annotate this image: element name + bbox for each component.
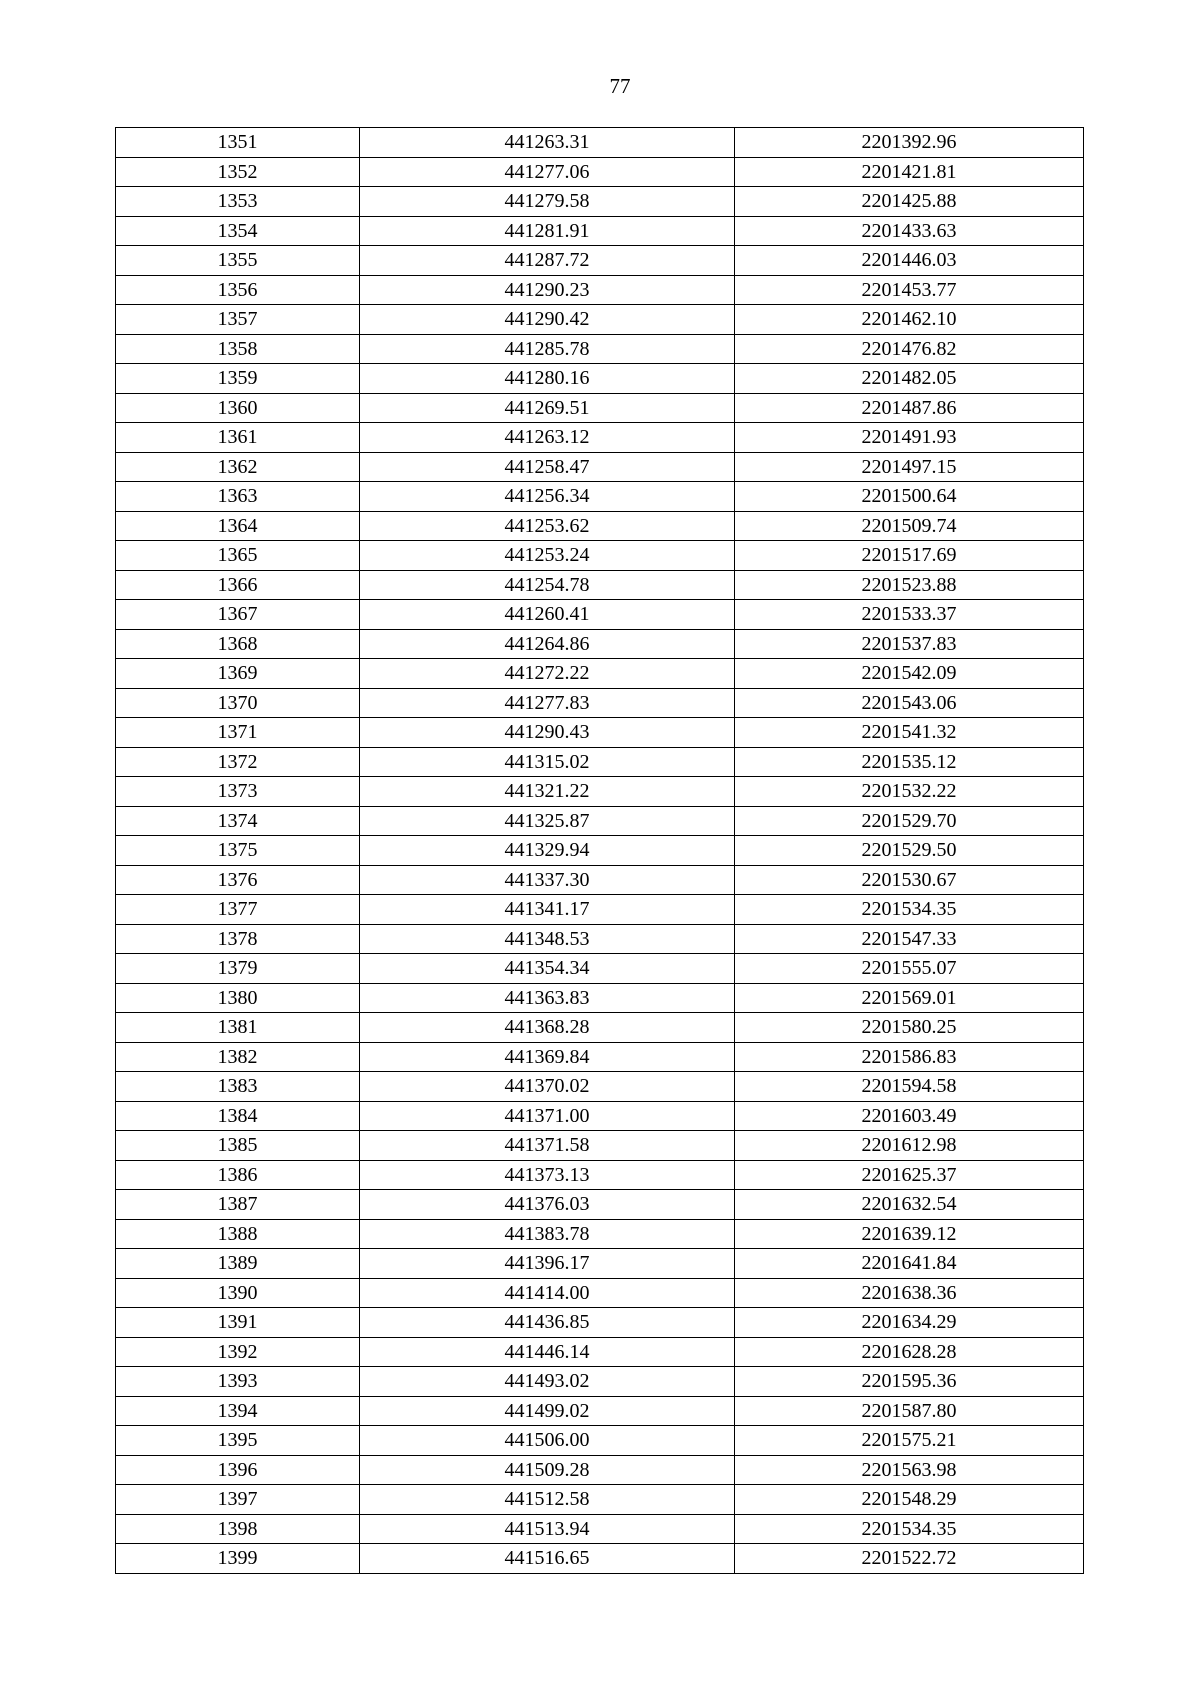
y-coordinate-cell: 2201529.70 (735, 806, 1084, 836)
y-coordinate-cell: 2201569.01 (735, 983, 1084, 1013)
table-row (116, 1514, 1084, 1544)
point-number-cell: 1365 (116, 541, 360, 571)
y-coordinate-cell: 2201534.35 (735, 895, 1084, 925)
point-number-cell: 1377 (116, 895, 360, 925)
table-row (116, 157, 1084, 187)
x-coordinate-cell: 441506.00 (360, 1426, 735, 1456)
point-number-cell: 1361 (116, 423, 360, 453)
y-coordinate-cell: 2201634.29 (735, 1308, 1084, 1338)
x-coordinate-cell: 441253.62 (360, 511, 735, 541)
y-coordinate-cell: 2201523.88 (735, 570, 1084, 600)
table-row (116, 1544, 1084, 1574)
point-number-cell: 1352 (116, 157, 360, 187)
y-coordinate-cell: 2201612.98 (735, 1131, 1084, 1161)
y-coordinate-cell: 2201586.83 (735, 1042, 1084, 1072)
y-coordinate-cell: 2201563.98 (735, 1455, 1084, 1485)
table-row (116, 718, 1084, 748)
y-coordinate-cell: 2201509.74 (735, 511, 1084, 541)
y-coordinate-cell: 2201555.07 (735, 954, 1084, 984)
point-number-cell: 1353 (116, 187, 360, 217)
x-coordinate-cell: 441446.14 (360, 1337, 735, 1367)
x-coordinate-cell: 441414.00 (360, 1278, 735, 1308)
point-number-cell: 1374 (116, 806, 360, 836)
y-coordinate-cell: 2201532.22 (735, 777, 1084, 807)
point-number-cell: 1359 (116, 364, 360, 394)
table-row (116, 1337, 1084, 1367)
y-coordinate-cell: 2201425.88 (735, 187, 1084, 217)
point-number-cell: 1399 (116, 1544, 360, 1574)
table-row (116, 216, 1084, 246)
y-coordinate-cell: 2201433.63 (735, 216, 1084, 246)
x-coordinate-cell: 441368.28 (360, 1013, 735, 1043)
table-row (116, 688, 1084, 718)
x-coordinate-cell: 441325.87 (360, 806, 735, 836)
table-row (116, 1013, 1084, 1043)
point-number-cell: 1394 (116, 1396, 360, 1426)
table-row (116, 393, 1084, 423)
x-coordinate-cell: 441363.83 (360, 983, 735, 1013)
table-row (116, 1042, 1084, 1072)
y-coordinate-cell: 2201543.06 (735, 688, 1084, 718)
x-coordinate-cell: 441272.22 (360, 659, 735, 689)
y-coordinate-cell: 2201530.67 (735, 865, 1084, 895)
point-number-cell: 1368 (116, 629, 360, 659)
x-coordinate-cell: 441376.03 (360, 1190, 735, 1220)
table-row (116, 1278, 1084, 1308)
point-number-cell: 1387 (116, 1190, 360, 1220)
point-number-cell: 1371 (116, 718, 360, 748)
table-row (116, 364, 1084, 394)
y-coordinate-cell: 2201548.29 (735, 1485, 1084, 1515)
x-coordinate-cell: 441280.16 (360, 364, 735, 394)
point-number-cell: 1366 (116, 570, 360, 600)
x-coordinate-cell: 441512.58 (360, 1485, 735, 1515)
table-row (116, 1396, 1084, 1426)
table-row (116, 954, 1084, 984)
x-coordinate-cell: 441369.84 (360, 1042, 735, 1072)
x-coordinate-cell: 441277.06 (360, 157, 735, 187)
table-row (116, 806, 1084, 836)
y-coordinate-cell: 2201628.28 (735, 1337, 1084, 1367)
y-coordinate-cell: 2201491.93 (735, 423, 1084, 453)
table-row (116, 1101, 1084, 1131)
y-coordinate-cell: 2201587.80 (735, 1396, 1084, 1426)
point-number-cell: 1373 (116, 777, 360, 807)
y-coordinate-cell: 2201500.64 (735, 482, 1084, 512)
table-row (116, 983, 1084, 1013)
y-coordinate-cell: 2201547.33 (735, 924, 1084, 954)
y-coordinate-cell: 2201487.86 (735, 393, 1084, 423)
table-row (116, 1426, 1084, 1456)
y-coordinate-cell: 2201533.37 (735, 600, 1084, 630)
table-row (116, 187, 1084, 217)
x-coordinate-cell: 441493.02 (360, 1367, 735, 1397)
point-number-cell: 1380 (116, 983, 360, 1013)
table-row (116, 747, 1084, 777)
y-coordinate-cell: 2201595.36 (735, 1367, 1084, 1397)
y-coordinate-cell: 2201534.35 (735, 1514, 1084, 1544)
x-coordinate-cell: 441254.78 (360, 570, 735, 600)
table-row (116, 128, 1084, 158)
point-number-cell: 1397 (116, 1485, 360, 1515)
point-number-cell: 1388 (116, 1219, 360, 1249)
x-coordinate-cell: 441341.17 (360, 895, 735, 925)
table-row (116, 570, 1084, 600)
point-number-cell: 1395 (116, 1426, 360, 1456)
table-row (116, 895, 1084, 925)
table-row (116, 511, 1084, 541)
table-row (116, 1249, 1084, 1279)
table-row (116, 1131, 1084, 1161)
table-body (116, 128, 1084, 1574)
point-number-cell: 1363 (116, 482, 360, 512)
y-coordinate-cell: 2201421.81 (735, 157, 1084, 187)
x-coordinate-cell: 441513.94 (360, 1514, 735, 1544)
x-coordinate-cell: 441279.58 (360, 187, 735, 217)
x-coordinate-cell: 441383.78 (360, 1219, 735, 1249)
x-coordinate-cell: 441256.34 (360, 482, 735, 512)
y-coordinate-cell: 2201462.10 (735, 305, 1084, 335)
point-number-cell: 1383 (116, 1072, 360, 1102)
table-row (116, 275, 1084, 305)
x-coordinate-cell: 441264.86 (360, 629, 735, 659)
table-row (116, 1367, 1084, 1397)
table-row (116, 452, 1084, 482)
table-row (116, 246, 1084, 276)
x-coordinate-cell: 441337.30 (360, 865, 735, 895)
point-number-cell: 1391 (116, 1308, 360, 1338)
table-row (116, 334, 1084, 364)
x-coordinate-cell: 441290.43 (360, 718, 735, 748)
table-row (116, 659, 1084, 689)
x-coordinate-cell: 441277.83 (360, 688, 735, 718)
table-row (116, 1455, 1084, 1485)
x-coordinate-cell: 441290.42 (360, 305, 735, 335)
point-number-cell: 1367 (116, 600, 360, 630)
table-row (116, 777, 1084, 807)
x-coordinate-cell: 441396.17 (360, 1249, 735, 1279)
x-coordinate-cell: 441263.31 (360, 128, 735, 158)
point-number-cell: 1364 (116, 511, 360, 541)
x-coordinate-cell: 441373.13 (360, 1160, 735, 1190)
y-coordinate-cell: 2201522.72 (735, 1544, 1084, 1574)
x-coordinate-cell: 441258.47 (360, 452, 735, 482)
x-coordinate-cell: 441285.78 (360, 334, 735, 364)
x-coordinate-cell: 441263.12 (360, 423, 735, 453)
y-coordinate-cell: 2201446.03 (735, 246, 1084, 276)
x-coordinate-cell: 441321.22 (360, 777, 735, 807)
table-row (116, 600, 1084, 630)
y-coordinate-cell: 2201535.12 (735, 747, 1084, 777)
point-number-cell: 1376 (116, 865, 360, 895)
x-coordinate-cell: 441260.41 (360, 600, 735, 630)
point-number-cell: 1384 (116, 1101, 360, 1131)
y-coordinate-cell: 2201482.05 (735, 364, 1084, 394)
point-number-cell: 1396 (116, 1455, 360, 1485)
point-number-cell: 1389 (116, 1249, 360, 1279)
point-number-cell: 1378 (116, 924, 360, 954)
table-row (116, 924, 1084, 954)
table-row (116, 1219, 1084, 1249)
table-row (116, 629, 1084, 659)
point-number-cell: 1379 (116, 954, 360, 984)
table-row (116, 305, 1084, 335)
x-coordinate-cell: 441499.02 (360, 1396, 735, 1426)
table-row (116, 423, 1084, 453)
y-coordinate-cell: 2201639.12 (735, 1219, 1084, 1249)
y-coordinate-cell: 2201632.54 (735, 1190, 1084, 1220)
table-row (116, 1485, 1084, 1515)
x-coordinate-cell: 441253.24 (360, 541, 735, 571)
point-number-cell: 1386 (116, 1160, 360, 1190)
y-coordinate-cell: 2201580.25 (735, 1013, 1084, 1043)
point-number-cell: 1372 (116, 747, 360, 777)
x-coordinate-cell: 441290.23 (360, 275, 735, 305)
x-coordinate-cell: 441516.65 (360, 1544, 735, 1574)
x-coordinate-cell: 441281.91 (360, 216, 735, 246)
point-number-cell: 1382 (116, 1042, 360, 1072)
x-coordinate-cell: 441371.58 (360, 1131, 735, 1161)
table-row (116, 836, 1084, 866)
y-coordinate-cell: 2201594.58 (735, 1072, 1084, 1102)
y-coordinate-cell: 2201537.83 (735, 629, 1084, 659)
table-row (116, 865, 1084, 895)
x-coordinate-cell: 441269.51 (360, 393, 735, 423)
table-row (116, 1160, 1084, 1190)
y-coordinate-cell: 2201529.50 (735, 836, 1084, 866)
point-number-cell: 1358 (116, 334, 360, 364)
point-number-cell: 1356 (116, 275, 360, 305)
table-row (116, 482, 1084, 512)
point-number-cell: 1369 (116, 659, 360, 689)
point-number-cell: 1393 (116, 1367, 360, 1397)
point-number-cell: 1370 (116, 688, 360, 718)
y-coordinate-cell: 2201625.37 (735, 1160, 1084, 1190)
x-coordinate-cell: 441354.34 (360, 954, 735, 984)
x-coordinate-cell: 441329.94 (360, 836, 735, 866)
y-coordinate-cell: 2201575.21 (735, 1426, 1084, 1456)
x-coordinate-cell: 441287.72 (360, 246, 735, 276)
y-coordinate-cell: 2201517.69 (735, 541, 1084, 571)
x-coordinate-cell: 441436.85 (360, 1308, 735, 1338)
y-coordinate-cell: 2201603.49 (735, 1101, 1084, 1131)
table-row (116, 1308, 1084, 1338)
point-number-cell: 1398 (116, 1514, 360, 1544)
point-number-cell: 1351 (116, 128, 360, 158)
y-coordinate-cell: 2201497.15 (735, 452, 1084, 482)
y-coordinate-cell: 2201476.82 (735, 334, 1084, 364)
x-coordinate-cell: 441348.53 (360, 924, 735, 954)
point-number-cell: 1354 (116, 216, 360, 246)
x-coordinate-cell: 441315.02 (360, 747, 735, 777)
point-number-cell: 1375 (116, 836, 360, 866)
y-coordinate-cell: 2201638.36 (735, 1278, 1084, 1308)
point-number-cell: 1360 (116, 393, 360, 423)
x-coordinate-cell: 441371.00 (360, 1101, 735, 1131)
point-number-cell: 1385 (116, 1131, 360, 1161)
table-row (116, 541, 1084, 571)
x-coordinate-cell: 441370.02 (360, 1072, 735, 1102)
y-coordinate-cell: 2201392.96 (735, 128, 1084, 158)
point-number-cell: 1390 (116, 1278, 360, 1308)
y-coordinate-cell: 2201541.32 (735, 718, 1084, 748)
y-coordinate-cell: 2201453.77 (735, 275, 1084, 305)
table-row (116, 1072, 1084, 1102)
coordinates-table (115, 127, 1084, 1574)
point-number-cell: 1392 (116, 1337, 360, 1367)
point-number-cell: 1362 (116, 452, 360, 482)
x-coordinate-cell: 441509.28 (360, 1455, 735, 1485)
point-number-cell: 1355 (116, 246, 360, 276)
y-coordinate-cell: 2201542.09 (735, 659, 1084, 689)
point-number-cell: 1357 (116, 305, 360, 335)
y-coordinate-cell: 2201641.84 (735, 1249, 1084, 1279)
page-number: 77 (609, 74, 631, 98)
point-number-cell: 1381 (116, 1013, 360, 1043)
table-row (116, 1190, 1084, 1220)
